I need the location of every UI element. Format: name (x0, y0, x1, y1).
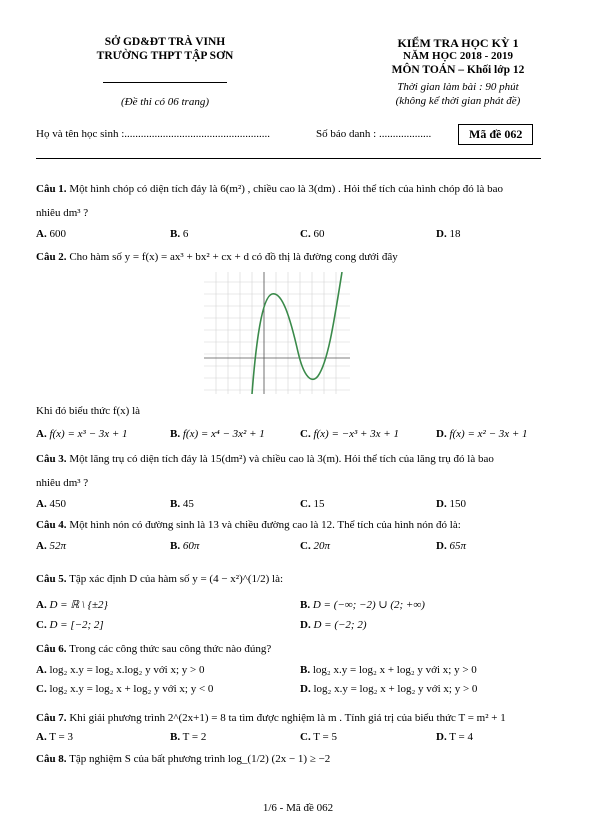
question-2-prompt: Khi đó biểu thức f(x) là (36, 405, 141, 417)
question-5-options-row2: C. D = [−2; 2] D. D = (−2; 2) (36, 619, 367, 631)
exam-code-box: Mã đề 062 (458, 124, 533, 145)
question-4-options: A. 52π B. 60π C. 20π D. 65π (36, 540, 466, 552)
pages-note: (Đề thi có 06 trang) (121, 96, 209, 108)
cubic-curve (252, 272, 342, 394)
question-1-line2: nhiêu dm³ ? (36, 207, 89, 219)
subject: MÔN TOÁN – Khối lớp 12 (391, 64, 525, 76)
question-4: Câu 4. Một hình nón có đường sinh là 13 và chiều đường cao là 12. Thể tích của hình nón đó là: (36, 519, 461, 531)
question-1: Câu 1. Một hình chóp có diện tích đáy là 6(m²) , chiều cao là 3(dm) . Hỏi thể tích của hình chóp đó là bao (36, 183, 504, 195)
student-id-field: Số báo danh : ................... (316, 128, 432, 140)
school-name: TRƯỜNG THPT TẬP SƠN (96, 50, 234, 62)
question-2: Câu 2. Cho hàm số y = f(x) = ax³ + bx² + cx + d có đồ thị là đường cong dưới đây (36, 251, 398, 263)
duration-note: (không kể thời gian phát đề) (395, 95, 521, 107)
school-year: NĂM HỌC 2018 - 2019 (403, 50, 513, 62)
question-3-options: A. 450 B. 45 C. 15 D. 150 (36, 498, 466, 510)
question-3-line2: nhiêu dm³ ? (36, 477, 89, 489)
page-footer: 1/6 - Mã đề 062 (262, 802, 334, 814)
exam-title: KIỂM TRA HỌC KỲ 1 (397, 36, 519, 50)
question-6-options-row1: A. log₂ x.y = log₂ x.log₂ y với x; y > 0 B. log₂ x.y = log₂ x + log₂ y với x; y > 0 (36, 664, 477, 676)
question-5: Câu 5. Tập xác định D của hàm số y = (4 − x²)^(1/2) là: (36, 573, 284, 585)
question-3: Câu 3. Một lăng trụ có diện tích đáy là 15(dm²) và chiều cao là 3(m). Hỏi thể tích của lăng trụ đó là bao (36, 453, 494, 465)
duration: Thời gian làm bài : 90 phút (397, 81, 519, 93)
header-divider (103, 82, 227, 83)
graph-grid (204, 272, 350, 394)
question-2-options: A. f(x) = x³ − 3x + 1 B. f(x) = x⁴ − 3x² + 1 C. f(x) = −x³ + 3x + 1 D. f(x) = x² − 3x + 1 (36, 428, 528, 440)
question-7: Câu 7. Khi giải phương trình 2^(2x+1) = 8 ta tìm được nghiệm là m . Tính giá trị của biểu thức T = m² + 1 (36, 712, 506, 724)
student-divider (36, 158, 541, 159)
question-8: Câu 8. Tập nghiệm S của bất phương trình log_(1/2) (2x − 1) ≥ −2 (36, 753, 331, 765)
student-name-field: Họ và tên học sinh :..................................................... (36, 128, 271, 140)
dept-name: SỞ GD&ĐT TRÀ VINH (104, 36, 226, 48)
question-1-options: A. 600 B. 6 C. 60 D. 18 (36, 228, 461, 240)
cubic-graph (204, 272, 350, 394)
question-7-options: A. T = 3 B. T = 2 C. T = 5 D. T = 4 (36, 731, 473, 743)
question-6-options-row2: C. log₂ x.y = log₂ x + log₂ y với x; y < 0 D. log₂ x.y = log₂ x + log₂ y với x; y > 0 (36, 683, 478, 695)
question-5-options-row1: A. D = ℝ \ {±2} B. D = (−∞; −2) ∪ (2; +∞) (36, 599, 425, 611)
question-6: Câu 6. Trong các công thức sau công thức nào đúng? (36, 643, 272, 655)
